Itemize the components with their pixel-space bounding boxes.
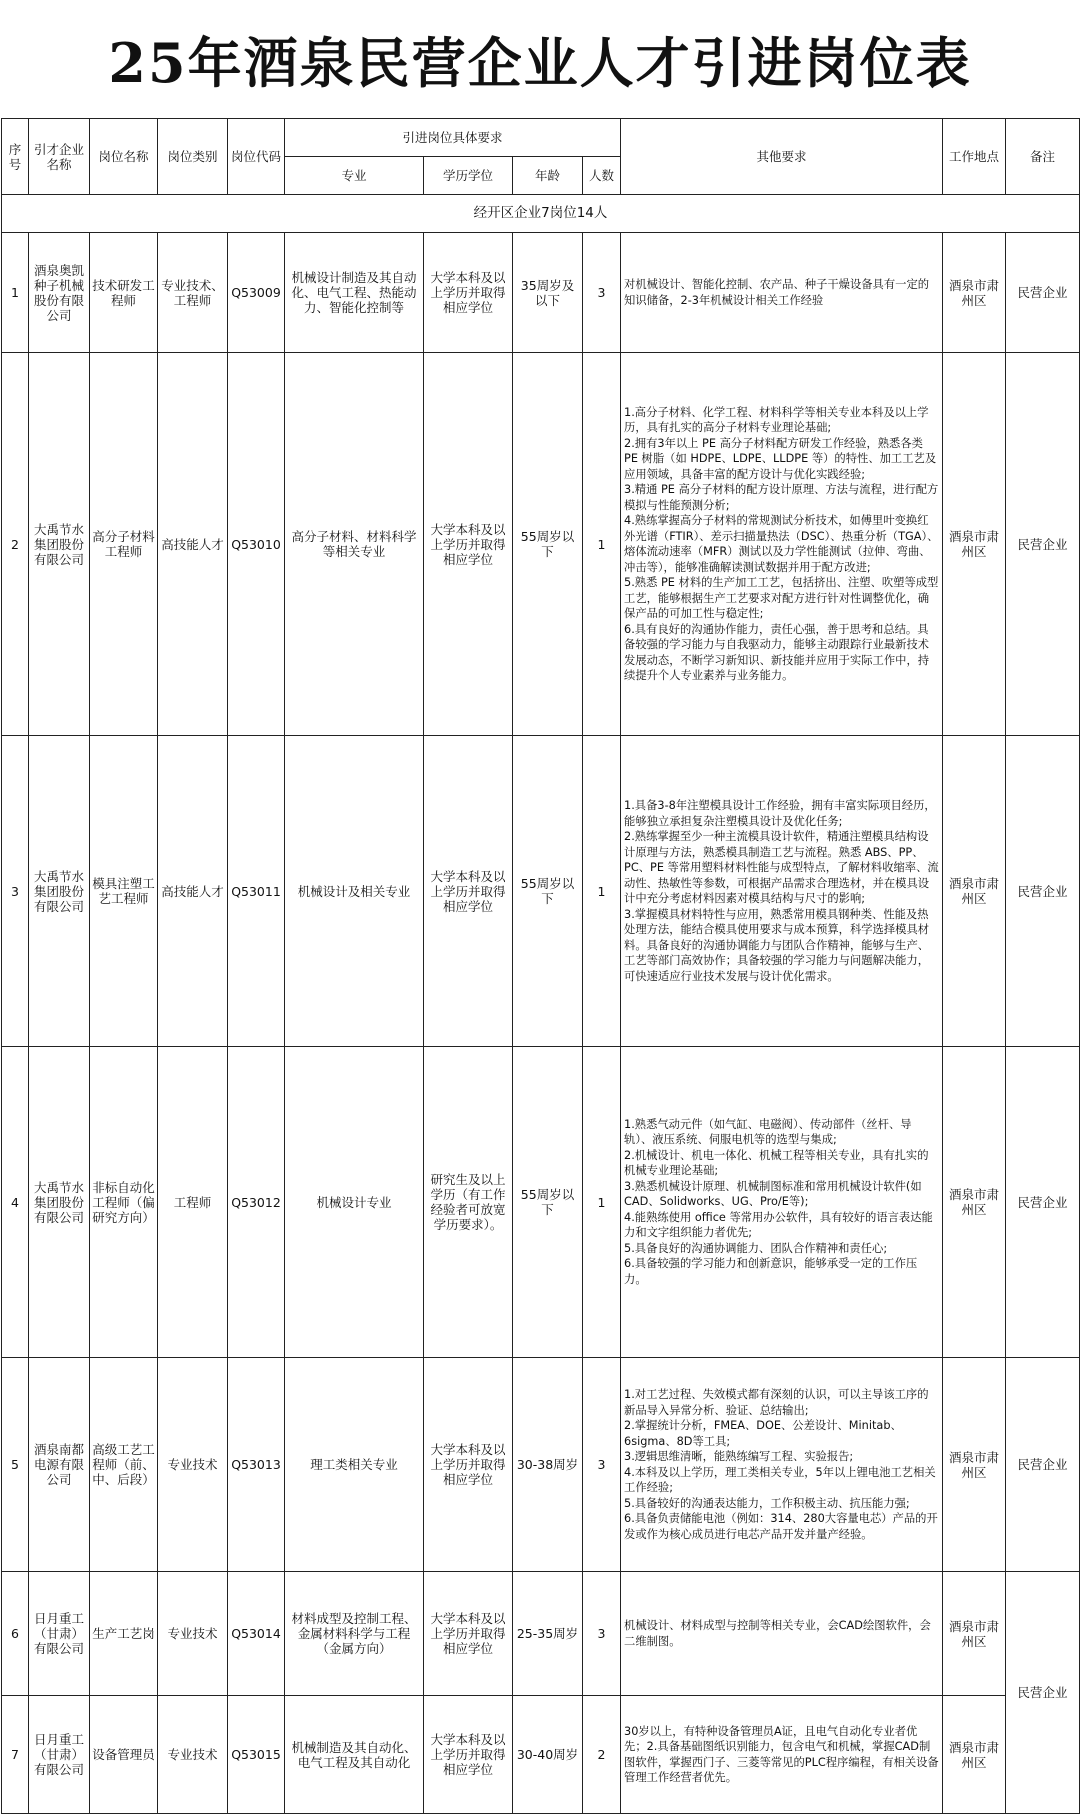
cell-remark: 民营企业 bbox=[1006, 353, 1080, 736]
cell-company: 大禹节水集团股份有限公司 bbox=[29, 1047, 90, 1358]
table-row bbox=[2, 1572, 1080, 1696]
table-row bbox=[2, 1047, 1080, 1358]
cell-other: 1.具备3-8年注塑模具设计工作经验，拥有丰富实际项目经历，能够独立承担复杂注塑模具设计及优化任务; 2.熟练掌握至少一种主流模具设计软件，精通注塑模具结构设计原理与方法，熟悉模具制造工艺与流程。熟悉 ABS、PP、PC、PE 等常用塑料材料性能与成型特点，了解材料收缩率、流动性、热敏性等参数，可根据产品需求合理选材，并在模具设计中充分考虑材料因素对模具结构与尺寸的影响; 3.掌握模具材料特性与应用，熟悉常用模具钢种类、性能及热处理方法，能结合模具使用要求与成本预算，科学选择模具材料。具备良好的沟通协调能力与团队合作精神，能够与生产、工艺等部门高效协作；具备较强的学习能力与问题解决能力，可快速适应行业技术发展与设计优化需求。 bbox=[621, 736, 943, 1047]
cell-position: 非标自动化工程师（偏研究方向） bbox=[90, 1047, 158, 1358]
cell-remark: 民营企业 bbox=[1006, 736, 1080, 1047]
cell-location: 酒泉市肃州区 bbox=[943, 736, 1006, 1047]
cell-company: 大禹节水集团股份有限公司 bbox=[29, 353, 90, 736]
cell-category: 高技能人才 bbox=[158, 736, 228, 1047]
cell-seq: 6 bbox=[2, 1572, 29, 1696]
cell-seq: 1 bbox=[2, 233, 29, 353]
cell-category: 高技能人才 bbox=[158, 353, 228, 736]
cell-remark: 民营企业 bbox=[1006, 1047, 1080, 1358]
header-count: 人数 bbox=[583, 157, 621, 195]
cell-age: 30-38周岁 bbox=[513, 1358, 583, 1572]
cell-location: 酒泉市肃州区 bbox=[943, 353, 1006, 736]
section-row bbox=[2, 195, 1080, 233]
cell-code: Q53011 bbox=[228, 736, 285, 1047]
positions-table bbox=[1, 118, 1080, 1814]
cell-code: Q53012 bbox=[228, 1047, 285, 1358]
section-label: 经开区企业7岗位14人 bbox=[2, 195, 1080, 233]
cell-company: 酒泉南都电源有限公司 bbox=[29, 1358, 90, 1572]
cell-age: 55周岁以下 bbox=[513, 736, 583, 1047]
cell-category: 专业技术 bbox=[158, 1358, 228, 1572]
cell-location: 酒泉市肃州区 bbox=[943, 1696, 1006, 1814]
cell-remark: 民营企业 bbox=[1006, 233, 1080, 353]
cell-education: 大学本科及以上学历并取得相应学位 bbox=[424, 233, 513, 353]
header-age: 年龄 bbox=[513, 157, 583, 195]
cell-age: 55周岁以下 bbox=[513, 353, 583, 736]
cell-seq: 5 bbox=[2, 1358, 29, 1572]
cell-company: 大禹节水集团股份有限公司 bbox=[29, 736, 90, 1047]
cell-education: 研究生及以上学历（有工作经验者可放宽学历要求）。 bbox=[424, 1047, 513, 1358]
cell-position: 高分子材料工程师 bbox=[90, 353, 158, 736]
cell-other: 1.高分子材料、化学工程、材料科学等相关专业本科及以上学历，具有扎实的高分子材料专业理论基础; 2.拥有3年以上 PE 高分子材料配方研发工作经验，熟悉各类 PE 树脂（如 HDPE、LDPE、LLDPE 等）的特性、加工工艺及应用领域，具备丰富的配方设计与优化实践经验; 3.精通 PE 高分子材料的配方设计原理、方法与流程，进行配方模拟与性能预测分析; 4.熟练掌握高分子材料的常规测试分析技术，如傅里叶变换红外光谱（FTIR）、差示扫描量热法（DSC）、热重分析（TGA）、熔体流动速率（MFR）测试以及力学性能测试（拉伸、弯曲、冲击等），能够准确解读测试数据并用于配方改进; 5.熟悉 PE 材料的生产加工工艺，包括挤出、注塑、吹塑等成型工艺，能够根据生产工艺要求对配方进行针对性调整优化，确保产品的可加工性与稳定性; 6.具有良好的沟通协作能力，责任心强，善于思考和总结。具备较强的学习能力与自我驱动力，能够主动跟踪行业最新技术发展动态，不断学习新知识、新技能并应用于实际工作中，持续提升个人专业素养与业务能力。 bbox=[621, 353, 943, 736]
cell-position: 生产工艺岗 bbox=[90, 1572, 158, 1696]
cell-category: 专业技术 bbox=[158, 1696, 228, 1814]
cell-count: 3 bbox=[583, 1572, 621, 1696]
cell-count: 2 bbox=[583, 1696, 621, 1814]
cell-code: Q53013 bbox=[228, 1358, 285, 1572]
cell-code: Q53015 bbox=[228, 1696, 285, 1814]
header-remark: 备注 bbox=[1006, 119, 1080, 195]
cell-location: 酒泉市肃州区 bbox=[943, 1572, 1006, 1696]
cell-company: 日月重工（甘肃）有限公司 bbox=[29, 1572, 90, 1696]
page-title: 25年酒泉民营企业人才引进岗位表 bbox=[108, 30, 972, 95]
header-row-1 bbox=[2, 119, 1080, 157]
cell-education: 大学本科及以上学历并取得相应学位 bbox=[424, 1572, 513, 1696]
cell-count: 1 bbox=[583, 353, 621, 736]
header-education: 学历学位 bbox=[424, 157, 513, 195]
header-other: 其他要求 bbox=[621, 119, 943, 195]
cell-location: 酒泉市肃州区 bbox=[943, 1047, 1006, 1358]
cell-category: 专业技术、工程师 bbox=[158, 233, 228, 353]
cell-code: Q53009 bbox=[228, 233, 285, 353]
cell-education: 大学本科及以上学历并取得相应学位 bbox=[424, 1358, 513, 1572]
cell-position: 高级工艺工程师（前、中、后段） bbox=[90, 1358, 158, 1572]
cell-age: 25-35周岁 bbox=[513, 1572, 583, 1696]
cell-seq: 7 bbox=[2, 1696, 29, 1814]
header-major: 专业 bbox=[285, 157, 424, 195]
cell-seq: 2 bbox=[2, 353, 29, 736]
table-row bbox=[2, 233, 1080, 353]
cell-location: 酒泉市肃州区 bbox=[943, 233, 1006, 353]
cell-category: 工程师 bbox=[158, 1047, 228, 1358]
header-category: 岗位类别 bbox=[158, 119, 228, 195]
table-row bbox=[2, 353, 1080, 736]
cell-other: 1.熟悉气动元件（如气缸、电磁阀）、传动部件（丝杆、导轨）、液压系统、伺服电机等的选型与集成; 2.机械设计、机电一体化、机械工程等相关专业，具有扎实的机械专业理论基础; 3.熟悉机械设计原理、机械制图标准和常用机械设计软件(如CAD、Solidworks、UG、Pro/E等); 4.能熟练使用 office 等常用办公软件，具有较好的语言表达能力和文字组织能力者优先; 5.具备良好的沟通协调能力、团队合作精神和责任心; 6.具备较强的学习能力和创新意识，能够承受一定的工作压力。 bbox=[621, 1047, 943, 1358]
cell-code: Q53014 bbox=[228, 1572, 285, 1696]
cell-seq: 3 bbox=[2, 736, 29, 1047]
header-location: 工作地点 bbox=[943, 119, 1006, 195]
cell-age: 30-40周岁 bbox=[513, 1696, 583, 1814]
cell-category: 专业技术 bbox=[158, 1572, 228, 1696]
cell-other: 机械设计、材料成型与控制等相关专业，会CAD绘图软件，会二维制图。 bbox=[621, 1572, 943, 1696]
table-row bbox=[2, 736, 1080, 1047]
header-seq: 序号 bbox=[2, 119, 29, 195]
cell-count: 3 bbox=[583, 1358, 621, 1572]
cell-position: 模具注塑工艺工程师 bbox=[90, 736, 158, 1047]
cell-count: 1 bbox=[583, 736, 621, 1047]
cell-major: 理工类相关专业 bbox=[285, 1358, 424, 1572]
header-position: 岗位名称 bbox=[90, 119, 158, 195]
cell-position: 设备管理员 bbox=[90, 1696, 158, 1814]
cell-major: 机械制造及其自动化、电气工程及其自动化 bbox=[285, 1696, 424, 1814]
cell-seq: 4 bbox=[2, 1047, 29, 1358]
header-code: 岗位代码 bbox=[228, 119, 285, 195]
header-company: 引才企业名称 bbox=[29, 119, 90, 195]
cell-major: 机械设计制造及其自动化、电气工程、热能动力、智能化控制等 bbox=[285, 233, 424, 353]
table-row bbox=[2, 1696, 1080, 1814]
cell-company: 酒泉奥凯种子机械股份有限公司 bbox=[29, 233, 90, 353]
cell-education: 大学本科及以上学历并取得相应学位 bbox=[424, 736, 513, 1047]
cell-other: 1.对工艺过程、失效模式都有深刻的认识，可以主导该工序的新品导入异常分析、验证、总结输出; 2.掌握统计分析，FMEA、DOE、公差设计、Minitab、6sigma、8D等工具; 3.逻辑思维清晰，能熟练编写工程、实验报告; 4.本科及以上学历，理工类相关专业，5年以上锂电池工艺相关工作经验; 5.具备较好的沟通表达能力，工作积极主动、抗压能力强; 6.具备负责储能电池（例如：314、280大容量电芯）产品的开发或作为核心成员进行电芯产品开发并量产经验。 bbox=[621, 1358, 943, 1572]
cell-major: 机械设计及相关专业 bbox=[285, 736, 424, 1047]
cell-remark: 民营企业 bbox=[1006, 1358, 1080, 1572]
cell-major: 机械设计专业 bbox=[285, 1047, 424, 1358]
cell-count: 3 bbox=[583, 233, 621, 353]
cell-age: 55周岁以下 bbox=[513, 1047, 583, 1358]
cell-location: 酒泉市肃州区 bbox=[943, 1358, 1006, 1572]
table-row bbox=[2, 1358, 1080, 1572]
cell-other: 对机械设计、智能化控制、农产品、种子干燥设备具有一定的知识储备，2-3年机械设计相关工作经验 bbox=[621, 233, 943, 353]
cell-other: 30岁以上，有特种设备管理员A证，且电气自动化专业者优先；2.具备基础图纸识别能力，包含电气和机械，掌握CAD制图软件，掌握西门子、三菱等常见的PLC程序编程，有相关设备管理工作经营者优先。 bbox=[621, 1696, 943, 1814]
cell-age: 35周岁及以下 bbox=[513, 233, 583, 353]
cell-company: 日月重工（甘肃）有限公司 bbox=[29, 1696, 90, 1814]
header-requirements-group: 引进岗位具体要求 bbox=[285, 119, 621, 157]
cell-code: Q53010 bbox=[228, 353, 285, 736]
cell-position: 技术研发工程师 bbox=[90, 233, 158, 353]
cell-education: 大学本科及以上学历并取得相应学位 bbox=[424, 1696, 513, 1814]
cell-education: 大学本科及以上学历并取得相应学位 bbox=[424, 353, 513, 736]
cell-count: 1 bbox=[583, 1047, 621, 1358]
cell-major: 材料成型及控制工程、金属材料科学与工程（金属方向） bbox=[285, 1572, 424, 1696]
cell-major: 高分子材料、材料科学等相关专业 bbox=[285, 353, 424, 736]
cell-remark: 民营企业 bbox=[1006, 1572, 1080, 1814]
